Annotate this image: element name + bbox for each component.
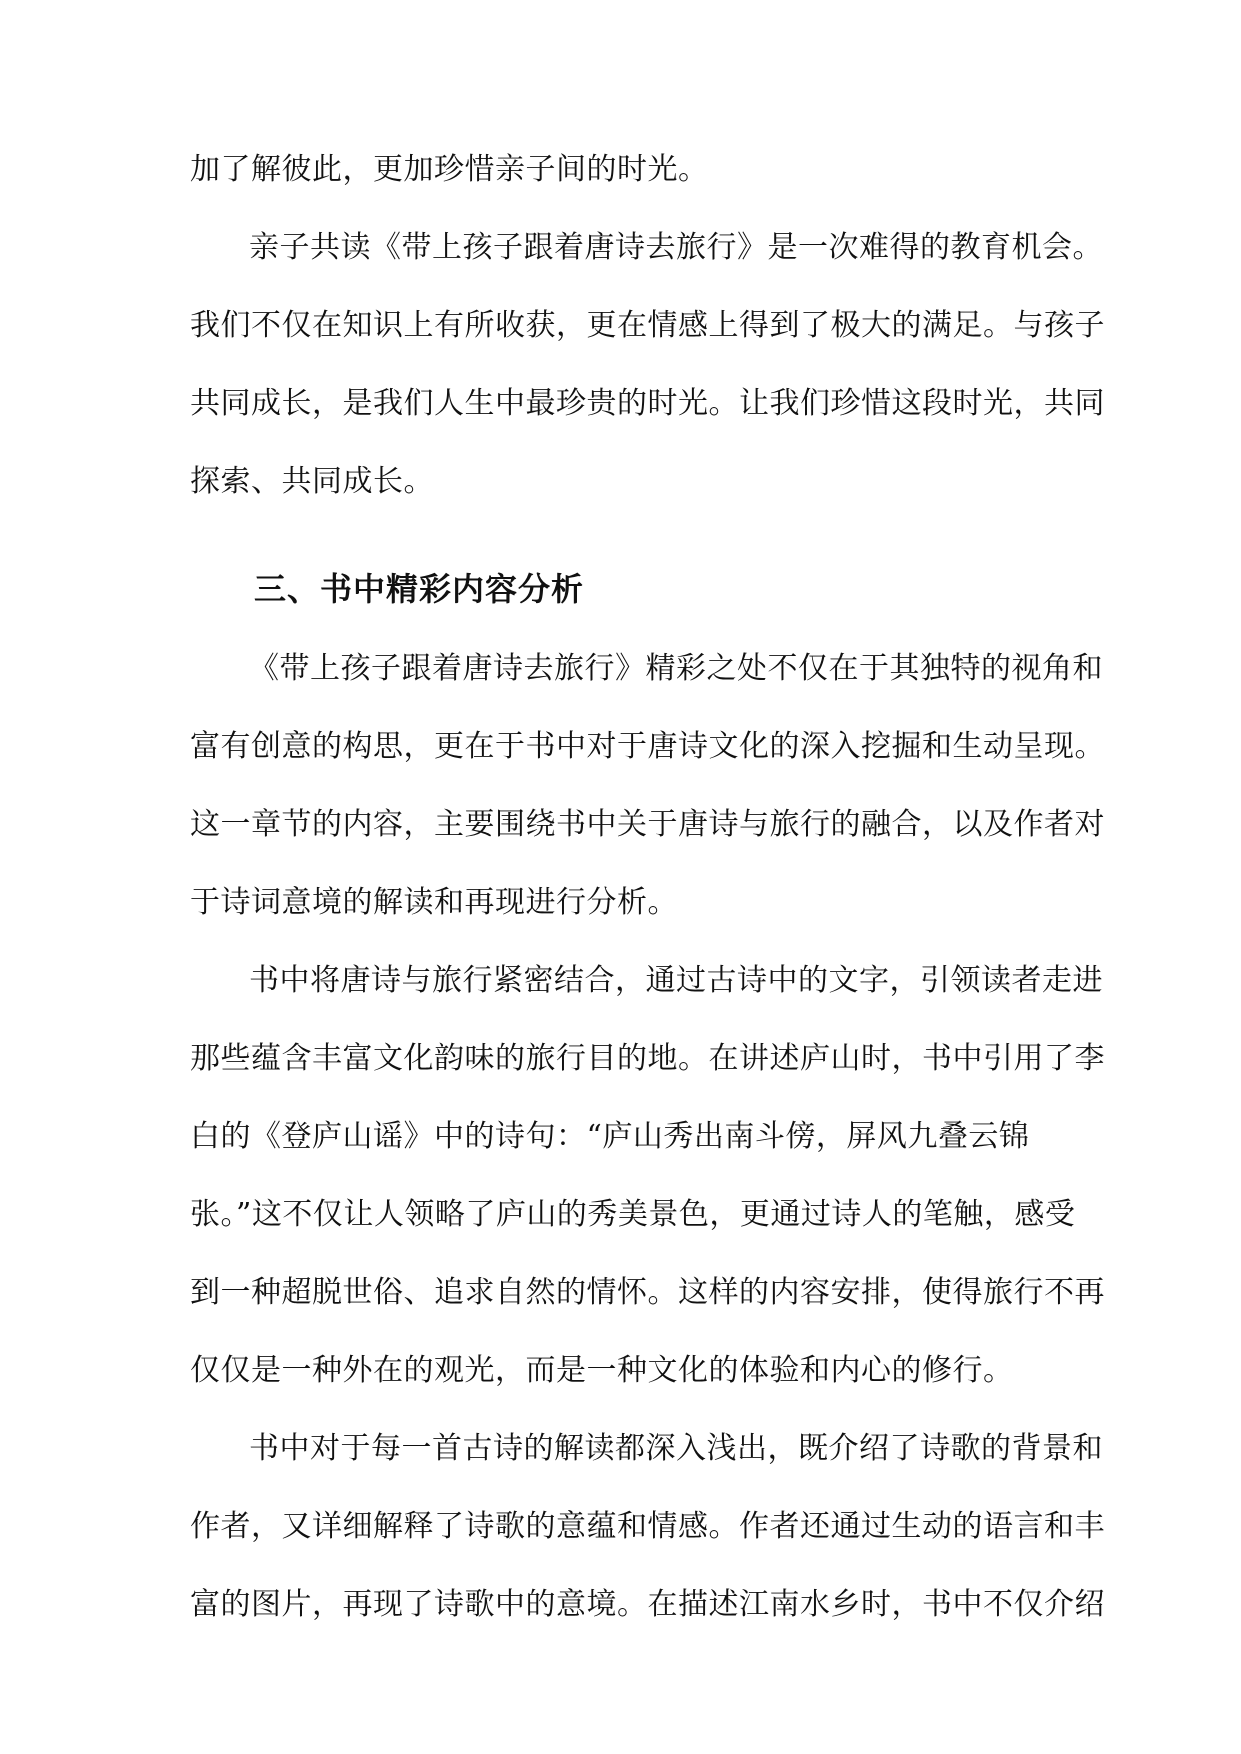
paragraph-line: 作者，又详细解释了诗歌的意蕴和情感。作者还通过生动的语言和丰 [190,1509,1105,1544]
paragraph-line: 仅仅是一种外在的观光，而是一种文化的体验和内心的修行。 [190,1353,1014,1388]
paragraph-line: 富的图片，再现了诗歌中的意境。在描述江南水乡时，书中不仅介绍 [190,1587,1105,1622]
paragraph-line: 《带上孩子跟着唐诗去旅行》精彩之处不仅在于其独特的视角和 [249,651,1103,686]
paragraph-line: 张。”这不仅让人领略了庐山的秀美景色，更通过诗人的笔触，感受 [190,1197,1076,1232]
paragraph-line: 那些蕴含丰富文化韵味的旅行目的地。在讲述庐山时，书中引用了李 [190,1041,1105,1076]
paragraph-line: 于诗词意境的解读和再现进行分析。 [190,885,678,920]
paragraph-line: 到一种超脱世俗、追求自然的情怀。这样的内容安排，使得旅行不再 [190,1275,1105,1310]
section-heading: 三、书中精彩内容分析 [254,570,585,608]
paragraph-line: 富有创意的构思，更在于书中对于唐诗文化的深入挖掘和生动呈现。 [190,729,1105,764]
paragraph-line: 亲子共读《带上孩子跟着唐诗去旅行》是一次难得的教育机会。 [249,230,1103,265]
paragraph-line: 书中将唐诗与旅行紧密结合，通过古诗中的文字，引领读者走进 [249,963,1103,998]
paragraph-line: 白的《登庐山谣》中的诗句：“庐山秀出南斗傍，屏风九叠云锦 [190,1119,1030,1154]
paragraph-line: 加了解彼此，更加珍惜亲子间的时光。 [190,152,709,187]
paragraph-line: 探索、共同成长。 [190,464,434,499]
paragraph-line: 这一章节的内容，主要围绕书中关于唐诗与旅行的融合，以及作者对 [190,807,1105,842]
paragraph-line: 我们不仅在知识上有所收获，更在情感上得到了极大的满足。与孩子 [190,308,1105,343]
paragraph-line: 共同成长，是我们人生中最珍贵的时光。让我们珍惜这段时光，共同 [190,386,1105,421]
paragraph-line: 书中对于每一首古诗的解读都深入浅出，既介绍了诗歌的背景和 [249,1431,1103,1466]
